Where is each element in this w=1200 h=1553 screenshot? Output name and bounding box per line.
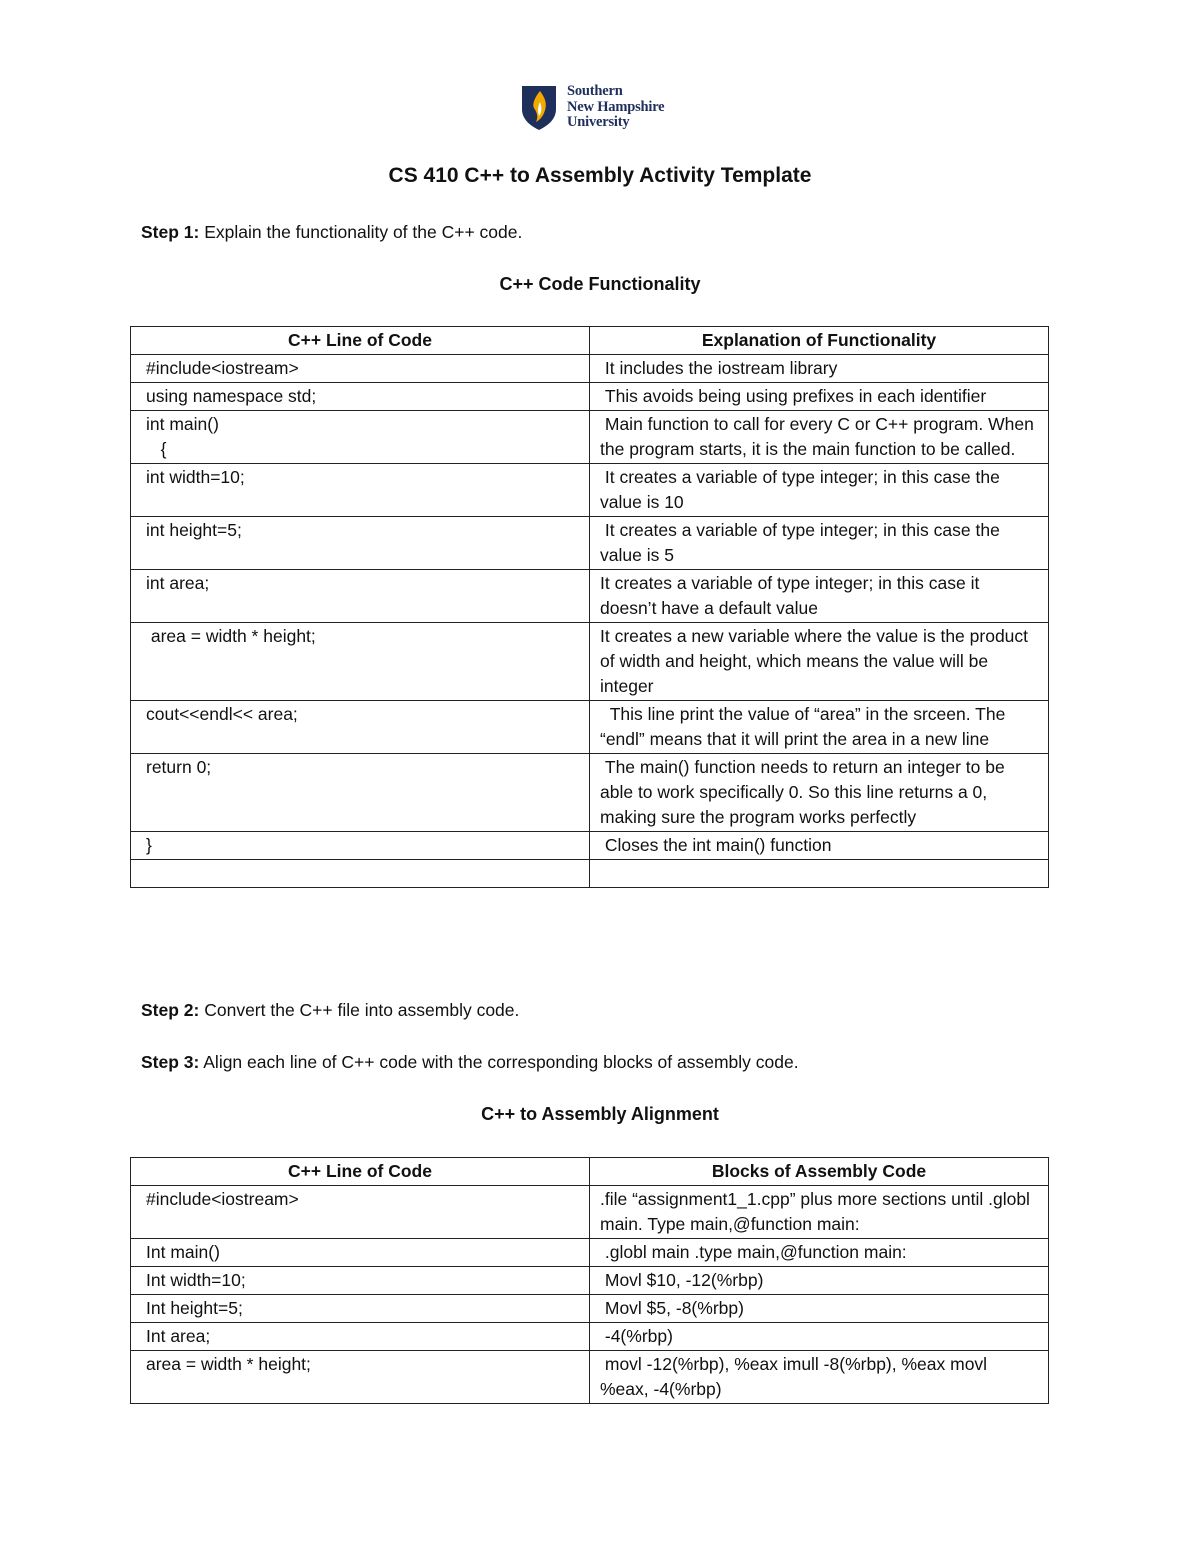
university-logo <box>521 84 691 134</box>
table-row <box>131 1186 1049 1239</box>
code-cell: #include<iostream> <box>131 1186 590 1239</box>
code-cell: using namespace std; <box>131 383 590 411</box>
explanation-cell: This avoids being using prefixes in each identifier <box>590 383 1049 411</box>
code-cell: cout<<endl<< area; <box>131 701 590 754</box>
assembly-alignment-table <box>130 1157 1049 1404</box>
explanation-cell: The main() function needs to return an integer to be able to work specifically 0. So this line returns a 0, making sure the program works perfectly <box>590 754 1049 832</box>
step-1-label: Step 1: <box>141 222 200 242</box>
table-row <box>131 1351 1049 1404</box>
table-header-row <box>131 327 1049 355</box>
column-header: C++ Line of Code <box>131 327 590 355</box>
code-cell: int main() { <box>131 411 590 464</box>
logo-line-1: Southern <box>567 83 623 99</box>
table-row <box>131 464 1049 517</box>
code-cell: Int width=10; <box>131 1267 590 1295</box>
step-2-text: Convert the C++ file into assembly code. <box>199 1000 520 1020</box>
column-header: Blocks of Assembly Code <box>590 1158 1049 1186</box>
code-cell: int area; <box>131 570 590 623</box>
assembly-cell: -4(%rbp) <box>590 1323 1049 1351</box>
explanation-cell: It includes the iostream library <box>590 355 1049 383</box>
table-row <box>131 411 1049 464</box>
step-3 <box>141 1052 799 1073</box>
table-row <box>131 754 1049 832</box>
step-2-label: Step 2: <box>141 1000 200 1020</box>
code-cell: area = width * height; <box>131 1351 590 1404</box>
table-row <box>131 1239 1049 1267</box>
code-cell: Int area; <box>131 1323 590 1351</box>
table-row <box>131 383 1049 411</box>
table-row <box>131 832 1049 860</box>
table-row <box>131 570 1049 623</box>
column-header: C++ Line of Code <box>131 1158 590 1186</box>
assembly-cell: movl -12(%rbp), %eax imull -8(%rbp), %eax movl %eax, -4(%rbp) <box>590 1351 1049 1404</box>
assembly-cell: .file “assignment1_1.cpp” plus more sections until .globl main. Type main,@function main: <box>590 1186 1049 1239</box>
table2-caption: C++ to Assembly Alignment <box>481 1104 719 1124</box>
step-2 <box>141 1000 519 1021</box>
code-cell: int height=5; <box>131 517 590 570</box>
explanation-cell: It creates a variable of type integer; in this case the value is 10 <box>590 464 1049 517</box>
table-row <box>131 355 1049 383</box>
assembly-cell: .globl main .type main,@function main: <box>590 1239 1049 1267</box>
assembly-cell: Movl $10, -12(%rbp) <box>590 1267 1049 1295</box>
table-row <box>131 517 1049 570</box>
explanation-cell: It creates a variable of type integer; in this case it doesn’t have a default value <box>590 570 1049 623</box>
explanation-cell: Main function to call for every C or C++ program. When the program starts, it is the main function to be called. <box>590 411 1049 464</box>
empty-table-row <box>131 860 1049 888</box>
page-title: CS 410 C++ to Assembly Activity Template <box>388 164 812 187</box>
code-cell: area = width * height; <box>131 623 590 701</box>
empty-cell <box>131 860 590 888</box>
table-row <box>131 1323 1049 1351</box>
table-row <box>131 1295 1049 1323</box>
explanation-cell: It creates a variable of type integer; in this case the value is 5 <box>590 517 1049 570</box>
explanation-cell: Closes the int main() function <box>590 832 1049 860</box>
code-cell: #include<iostream> <box>131 355 590 383</box>
code-cell: Int main() <box>131 1239 590 1267</box>
code-cell: return 0; <box>131 754 590 832</box>
table1-caption: C++ Code Functionality <box>499 274 701 294</box>
functionality-table <box>130 326 1049 888</box>
flame-shield-icon <box>521 85 557 131</box>
assembly-cell: Movl $5, -8(%rbp) <box>590 1295 1049 1323</box>
step-3-label: Step 3: <box>141 1052 200 1072</box>
table-row <box>131 1267 1049 1295</box>
code-cell: int width=10; <box>131 464 590 517</box>
table-row <box>131 701 1049 754</box>
code-cell: Int height=5; <box>131 1295 590 1323</box>
empty-cell <box>590 860 1049 888</box>
code-cell: } <box>131 832 590 860</box>
explanation-cell: It creates a new variable where the value is the product of width and height, which means the value will be integer <box>590 623 1049 701</box>
logo-line-2: New Hampshire <box>567 98 665 115</box>
step-1 <box>141 222 522 243</box>
table-row <box>131 623 1049 701</box>
table-header-row <box>131 1158 1049 1186</box>
explanation-cell: This line print the value of “area” in the srceen. The “endl” means that it will print the area in a new line <box>590 701 1049 754</box>
logo-line-3: University <box>567 114 630 130</box>
column-header: Explanation of Functionality <box>590 327 1049 355</box>
step-3-text: Align each line of C++ code with the corresponding blocks of assembly code. <box>199 1052 799 1072</box>
step-1-text: Explain the functionality of the C++ code. <box>199 222 523 242</box>
